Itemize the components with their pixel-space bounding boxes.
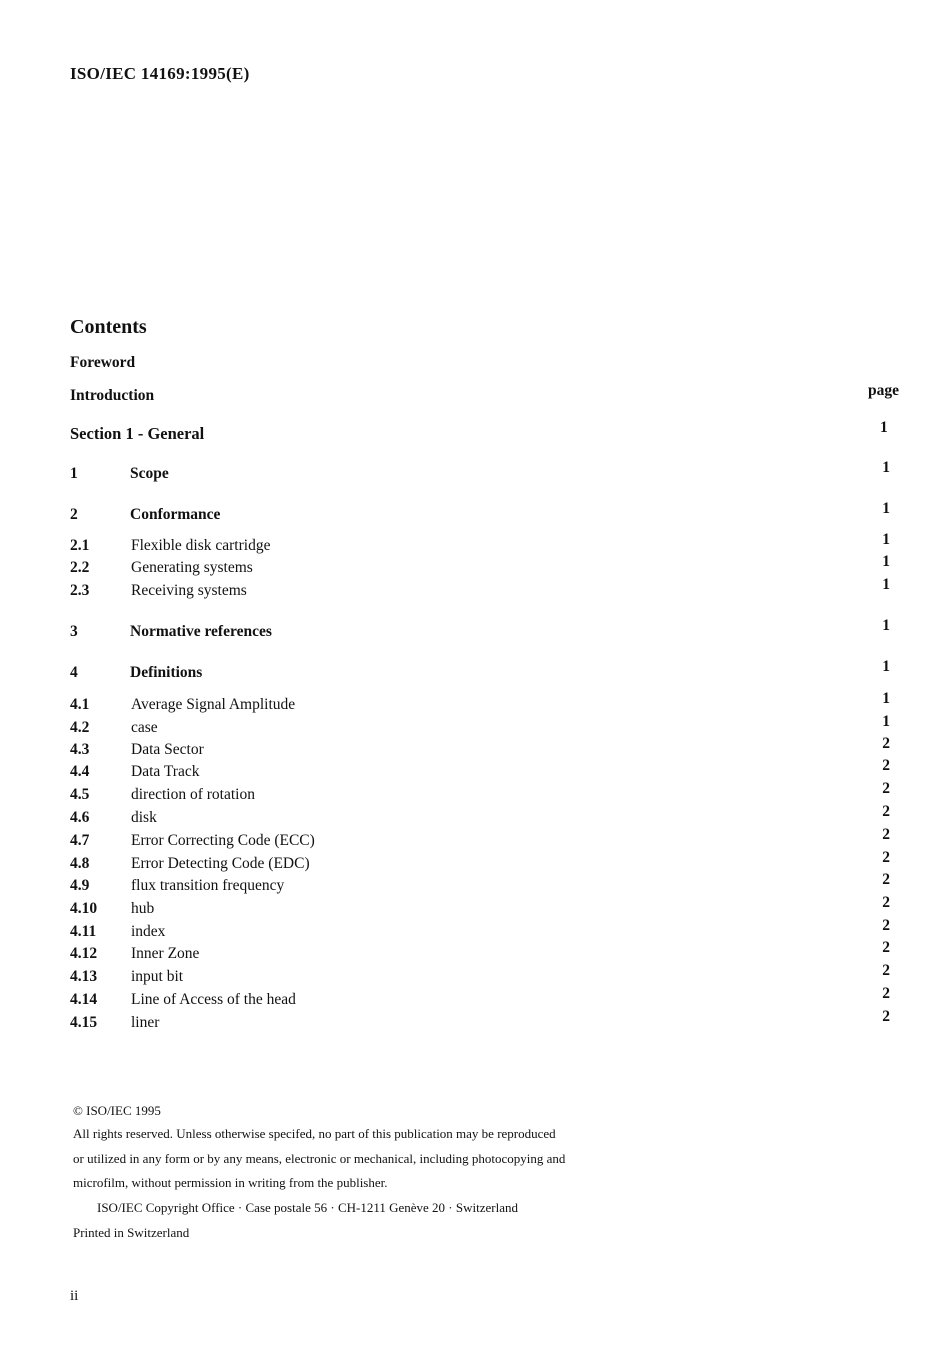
toc-entry-title: Definitions	[130, 664, 203, 681]
toc-entry	[70, 757, 890, 785]
toc-entry-page: 1	[882, 500, 890, 517]
toc-entry-page: 2	[882, 735, 890, 752]
toc-entry-page: 2	[882, 939, 890, 956]
contents-heading: Contents	[70, 316, 147, 338]
toc-entry-title: disk	[131, 809, 157, 826]
toc-entry-number: 4.12	[70, 945, 98, 962]
toc-entry-number: 4.6	[70, 809, 90, 826]
toc-entry-title: Line of Access of the head	[131, 991, 296, 1008]
toc-entry	[70, 780, 890, 808]
toc-introduction: Introduction	[70, 387, 155, 404]
toc-entry-number: 4.10	[70, 900, 98, 917]
toc-entry	[70, 690, 890, 718]
toc-entry-title: liner	[131, 1014, 160, 1031]
toc-section-1: Section 1 - General	[70, 424, 205, 443]
toc-entry-page: 2	[882, 757, 890, 774]
copyright-line: © ISO/IEC 1995	[73, 1103, 161, 1118]
toc-entry-number: 4.4	[70, 763, 90, 780]
toc-entry	[70, 849, 890, 877]
toc-entry-title: hub	[131, 900, 155, 917]
toc-entry-title: Inner Zone	[131, 945, 200, 962]
toc-entry-number: 4.15	[70, 1014, 98, 1031]
toc-entry-title: Error Correcting Code (ECC)	[131, 832, 315, 849]
toc-entry	[70, 894, 890, 922]
printed-in-line: Printed in Switzerland	[73, 1225, 190, 1240]
toc-entry	[70, 803, 890, 831]
toc-entry-number: 4.13	[70, 968, 98, 985]
copyright-notice-line: or utilized in any form or by any means, electronic or mechanical, including photocopying and	[73, 1151, 566, 1166]
toc-entry-number: 4.5	[70, 786, 90, 803]
toc-entry	[70, 871, 890, 899]
toc-entry-number: 2.2	[70, 559, 90, 576]
copyright-notice-line: microfilm, without permission in writing from the publisher.	[73, 1175, 388, 1190]
toc-entry-page: 2	[882, 780, 890, 797]
toc-entry	[70, 658, 890, 686]
toc-entry-page: 2	[882, 849, 890, 866]
toc-entry-title: Data Sector	[131, 741, 204, 758]
toc-entry-title: Data Track	[131, 763, 200, 780]
toc-entry	[70, 735, 890, 763]
toc-entry-title: Generating systems	[131, 559, 253, 576]
toc-entry-page: 2	[882, 826, 890, 843]
toc-entry-number: 2	[70, 506, 78, 523]
page-column-label: page	[868, 382, 899, 399]
toc-entry	[70, 553, 890, 581]
document-id-header: ISO/IEC 14169:1995(E)	[70, 64, 250, 83]
toc-entry-page: 1	[882, 658, 890, 675]
toc-entry-page: 2	[882, 985, 890, 1002]
copyright-office-address: ISO/IEC Copyright Office · Case postale 56 · CH-1211 Genève 20 · Switzerland	[97, 1200, 518, 1215]
toc-entry	[70, 826, 890, 854]
toc-entry	[70, 985, 890, 1013]
toc-entry-number: 4.14	[70, 991, 98, 1008]
toc-entry-page: 2	[882, 962, 890, 979]
toc-entry-page: 1	[882, 459, 890, 476]
toc-entry-number: 4.9	[70, 877, 90, 894]
toc-entry	[70, 500, 890, 528]
toc-entry-page: 2	[882, 1008, 890, 1025]
toc-entry-number: 1	[70, 465, 78, 482]
toc-entry-page: 2	[882, 803, 890, 820]
toc-entry-title: input bit	[131, 968, 184, 985]
toc-entry-page: 1	[882, 690, 890, 707]
toc-entry-title: index	[131, 923, 166, 940]
toc-entry-page: 1	[882, 576, 890, 593]
toc-entry-title: Error Detecting Code (EDC)	[131, 855, 310, 872]
toc-entry	[70, 617, 890, 645]
toc-entry-page: 1	[882, 531, 890, 548]
toc-entry	[70, 1008, 890, 1036]
toc-entry-title: Scope	[130, 465, 169, 482]
toc-entry-page: 2	[882, 894, 890, 911]
toc-entry-page: 1	[882, 713, 890, 730]
toc-entry-number: 2.1	[70, 537, 90, 554]
toc-entry	[70, 459, 890, 487]
page-number: ii	[70, 1288, 79, 1304]
toc-entry-title: Receiving systems	[131, 582, 247, 599]
toc-entry	[70, 917, 890, 945]
toc-entry	[70, 962, 890, 990]
toc-entry-title: case	[131, 719, 158, 736]
toc-entry-title: flux transition frequency	[131, 877, 285, 894]
toc-entry-title: Normative references	[130, 623, 272, 640]
toc-section-1-page: 1	[880, 419, 888, 436]
toc-entry-page: 2	[882, 917, 890, 934]
toc-entry-number: 4	[70, 664, 78, 681]
toc-entry-number: 4.3	[70, 741, 90, 758]
toc-entry-title: Average Signal Amplitude	[131, 696, 296, 713]
toc-entry-title: Flexible disk cartridge	[131, 537, 271, 554]
toc-entry	[70, 576, 890, 604]
toc-entry-number: 4.11	[70, 923, 97, 940]
toc-entry	[70, 531, 890, 559]
toc-foreword: Foreword	[70, 354, 136, 371]
copyright-notice-line: All rights reserved. Unless otherwise specifed, no part of this publication may be reproduced	[73, 1126, 556, 1141]
toc-entry-number: 4.8	[70, 855, 90, 872]
toc-entry-number: 4.2	[70, 719, 90, 736]
toc-entry-page: 2	[882, 871, 890, 888]
toc-entry	[70, 939, 890, 967]
toc-entry-number: 4.1	[70, 696, 90, 713]
toc-entry-number: 2.3	[70, 582, 90, 599]
toc-entry-number: 4.7	[70, 832, 90, 849]
toc-entry-title: direction of rotation	[131, 786, 255, 803]
toc-entry-page: 1	[882, 617, 890, 634]
toc-entry-page: 1	[882, 553, 890, 570]
toc-entry	[70, 713, 890, 741]
toc-entry-number: 3	[70, 623, 78, 640]
toc-entry-title: Conformance	[130, 506, 221, 523]
